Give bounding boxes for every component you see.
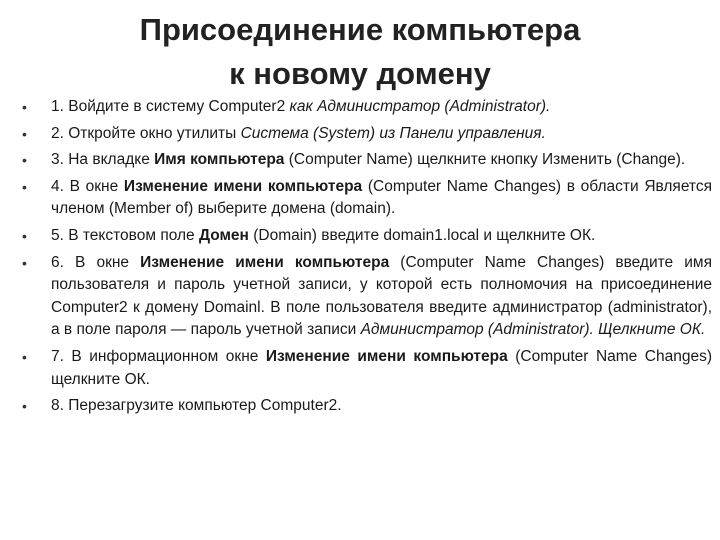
step-text-segment: 3. На вкладке (51, 151, 155, 169)
bullet-icon: • (22, 99, 27, 115)
step-text-segment: 7. В информационном окне (51, 347, 266, 365)
step-text-segment: 1. Войдите в систему Computer2 (51, 98, 290, 115)
step-text (51, 151, 685, 168)
list-item (22, 395, 712, 418)
step-text-segment: Имя компьютера (154, 151, 285, 169)
step-text-segment: Изменение имени компьютера (265, 347, 508, 365)
step-text (51, 125, 546, 142)
bullet-icon: • (22, 398, 27, 415)
step-text (51, 254, 712, 339)
list-item (22, 225, 712, 248)
step-text-segment: (Computer Name Changes) введите имя пользователя и пароль учетной записи, у которой есть полномочия на присоединение Computer2 к домену Domainl. В поле пользователя введите администратор (administrator), а в поле пароля — пароль учетной записи (51, 253, 712, 339)
step-text (51, 227, 595, 244)
steps-list (22, 96, 712, 422)
bullet-icon: • (22, 227, 27, 244)
step-text-segment: (Domain) введите domain1.local и щелкните ОК. (248, 226, 596, 244)
step-text (51, 397, 342, 414)
step-text-segment: как Администратор (Administrator). (289, 98, 551, 115)
step-text-segment: 5. В текстовом поле (51, 226, 199, 244)
list-item (22, 123, 712, 146)
title-line-1: Присоединение компьютера (139, 12, 581, 47)
step-text-segment: 8. Перезагрузите компьютер Computer2. (51, 397, 342, 415)
list-item (22, 96, 712, 119)
step-text-segment: Система (System) из Панели управления. (240, 124, 546, 142)
step-text-segment: 6. В окне (51, 253, 141, 271)
step-text (51, 178, 712, 218)
step-text-segment: Изменение имени компьютера (123, 177, 363, 195)
step-text-segment: Изменение имени компьютера (140, 253, 390, 271)
step-text-segment: Домен (198, 226, 249, 244)
bullet-icon: • (22, 254, 27, 271)
list-item (22, 176, 712, 221)
step-text (51, 348, 712, 388)
step-text-segment: 4. В окне (51, 177, 124, 195)
step-text-segment: 2. Откройте окно утилиты (51, 124, 241, 142)
list-item (22, 346, 712, 391)
step-text-segment: (Computer Name Changes) щелкните ОК. (51, 347, 712, 388)
step-text-segment: Администратор (Administrator). Щелкните ОК. (360, 321, 706, 339)
bullet-icon: • (22, 152, 27, 169)
bullet-icon: • (22, 125, 27, 142)
page-title (0, 8, 720, 96)
list-item (22, 149, 712, 172)
list-item (22, 252, 712, 342)
title-line-2: к новому домену (229, 56, 491, 91)
step-text (51, 98, 550, 115)
bullet-icon: • (22, 178, 27, 195)
bullet-icon: • (22, 348, 27, 365)
step-text-segment: (Computer Name) щелкните кнопку Изменить (Change). (284, 151, 686, 169)
step-text-segment: (Computer Name Changes) в области Является членом (Member of) выберите домена (domain). (51, 177, 712, 218)
